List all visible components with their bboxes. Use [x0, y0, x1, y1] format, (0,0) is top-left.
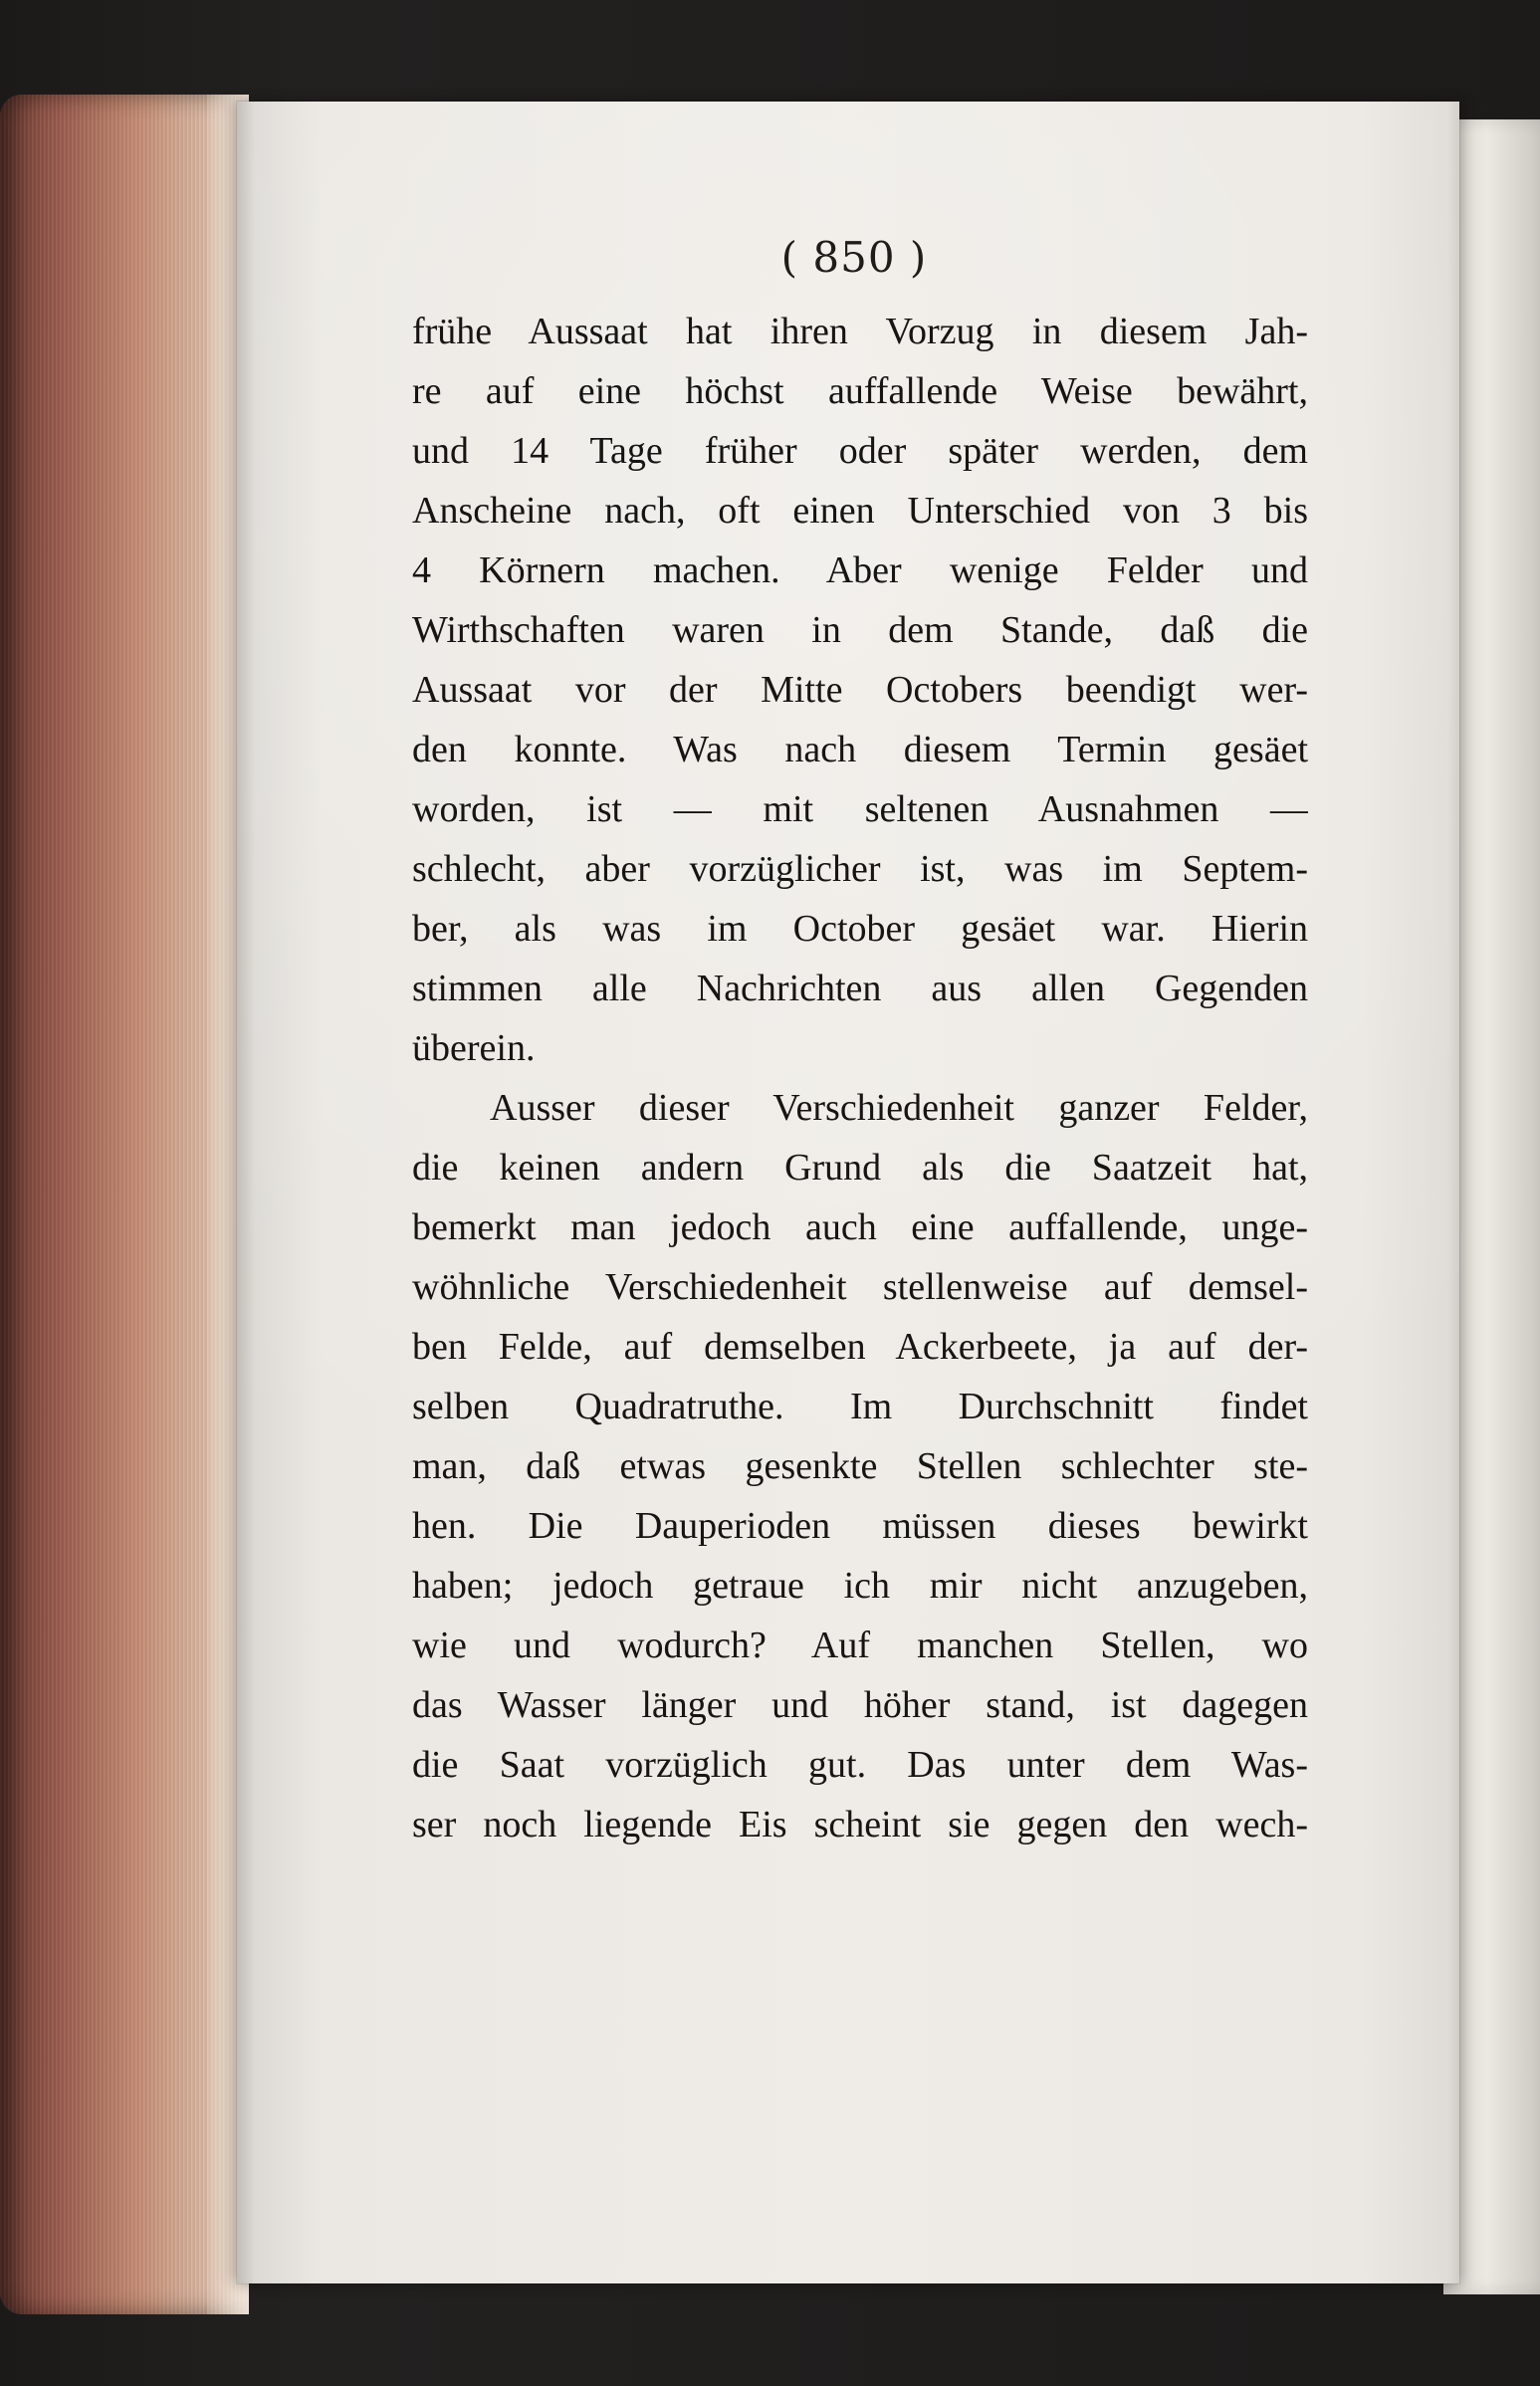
text-line: re auf eine höchst auffallende Weise bewährt, [412, 370, 1308, 412]
text-line: Wirthschaften waren in dem Stande, daß die [412, 609, 1308, 651]
text-line: überein. [412, 1027, 536, 1069]
text-line: man, daß etwas gesenkte Stellen schlechter ste- [412, 1445, 1308, 1487]
text-line: die keinen andern Grund als die Saatzeit hat, [412, 1147, 1308, 1189]
text-line: stimmen alle Nachrichten aus allen Gegenden [412, 968, 1308, 1009]
text-line: 4 Körnern machen. Aber wenige Felder und [412, 549, 1308, 591]
text-line: frühe Aussaat hat ihren Vorzug in diesem Jah- [412, 311, 1308, 352]
text-line: den konnte. Was nach diesem Termin gesäet [412, 729, 1308, 770]
text-line: ser noch liegende Eis scheint sie gegen den wech- [412, 1804, 1308, 1845]
text-line: Ausser dieser Verschiedenheit ganzer Felder, [490, 1087, 1308, 1129]
text-line: hen. Die Dauperioden müssen dieses bewirkt [412, 1505, 1308, 1547]
text-line: wöhnliche Verschiedenheit stellenweise auf demsel- [412, 1266, 1308, 1308]
text-line: wie und wodurch? Auf manchen Stellen, wo [412, 1625, 1308, 1666]
text-line: haben; jedoch getraue ich mir nicht anzugeben, [412, 1565, 1308, 1607]
text-line: das Wasser länger und höher stand, ist dagegen [412, 1684, 1308, 1726]
text-line: ber, als was im October gesäet war. Hierin [412, 908, 1308, 950]
text-line: selben Quadratruthe. Im Durchschnitt findet [412, 1386, 1308, 1427]
text-line: und 14 Tage früher oder später werden, dem [412, 430, 1308, 472]
text-line: Anscheine nach, oft einen Unterschied von 3 bis [412, 490, 1308, 532]
text-line: Aussaat vor der Mitte Octobers beendigt wer- [412, 669, 1308, 711]
page-number: ( 850 ) [780, 233, 928, 282]
book-page [237, 102, 1459, 2283]
text-line: schlecht, aber vorzüglicher ist, was im Septem- [412, 848, 1308, 890]
text-line: die Saat vorzüglich gut. Das unter dem Was- [412, 1744, 1308, 1786]
book-page-edge [0, 95, 249, 2314]
page-text [412, 302, 1308, 1854]
text-line: ben Felde, auf demselben Ackerbeete, ja auf der- [412, 1326, 1308, 1368]
text-line: worden, ist — mit seltenen Ausnahmen — [412, 788, 1308, 830]
text-line: bemerkt man jedoch auch eine auffallende, unge- [412, 1206, 1308, 1248]
